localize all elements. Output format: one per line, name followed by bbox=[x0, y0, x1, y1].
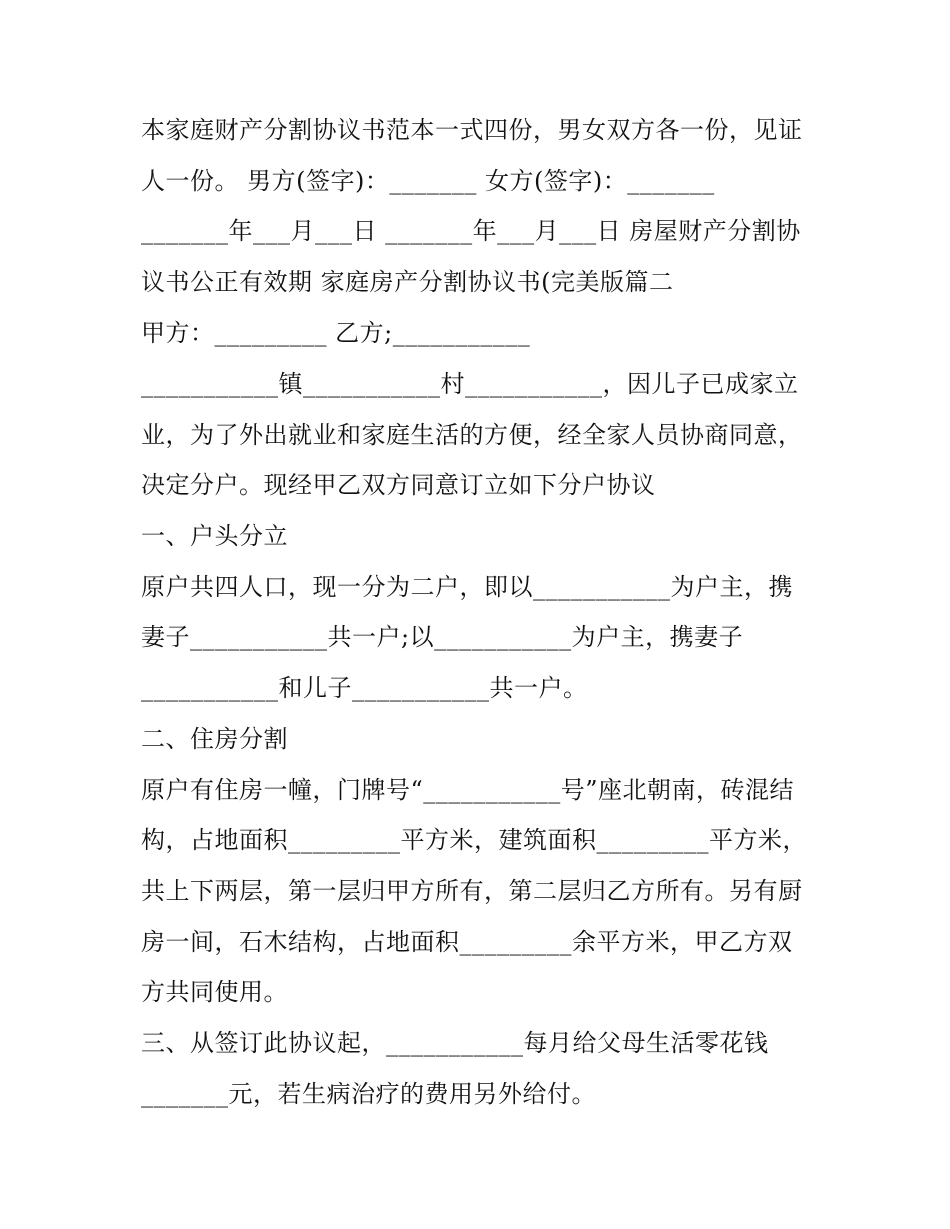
text-line: 共上下两层，第一层归甲方所有，第二层归乙方所有。另有厨 bbox=[141, 877, 803, 905]
text-line: _______年___月___日 _______年___月___日 房屋财产分割协 bbox=[141, 217, 801, 245]
section-heading: 三、从签订此协议起，___________每月给父母生活零花钱 bbox=[141, 1029, 769, 1057]
text-line: 原户有住房一幢，门牌号“___________号”座北朝南，砖混结 bbox=[141, 776, 795, 804]
text-line: 业，为了外出就业和家庭生活的方便，经全家人员协商同意， bbox=[141, 421, 803, 449]
text-line: 甲方：_________ 乙方;___________ bbox=[141, 319, 531, 347]
text-line: 决定分户。现经甲乙双方同意订立如下分户协议 bbox=[141, 471, 656, 499]
text-line: 方共同使用。 bbox=[141, 978, 288, 1006]
text-line: 原户共四人口，现一分为二户，即以___________为户主，携 bbox=[141, 573, 793, 601]
text-line: ___________镇___________村___________，因儿子已成家立 bbox=[141, 370, 799, 398]
text-line: 构，占地面积_________平方米，建筑面积_________平方米， bbox=[141, 826, 807, 854]
text-line: 议书公正有效期 家庭房产分割协议书(完美版篇二 bbox=[141, 268, 674, 296]
text-line: ___________和儿子___________共一户。 bbox=[141, 674, 588, 702]
text-line: 妻子___________共一户;以___________为户主，携妻子 bbox=[141, 623, 744, 651]
text-line: 本家庭财产分割协议书范本一式四份，男女双方各一份，见证 bbox=[141, 116, 803, 144]
text-line: 房一间，石木结构，占地面积_________余平方米，甲乙方双 bbox=[141, 928, 793, 956]
section-heading: 一、户头分立 bbox=[141, 522, 288, 550]
text-line: _______元，若生病治疗的费用另外给付。 bbox=[141, 1080, 596, 1108]
section-heading: 二、住房分割 bbox=[141, 725, 288, 753]
text-line: 人一份。 男方(签字)：_______ 女方(签字)：_______ bbox=[141, 167, 715, 195]
